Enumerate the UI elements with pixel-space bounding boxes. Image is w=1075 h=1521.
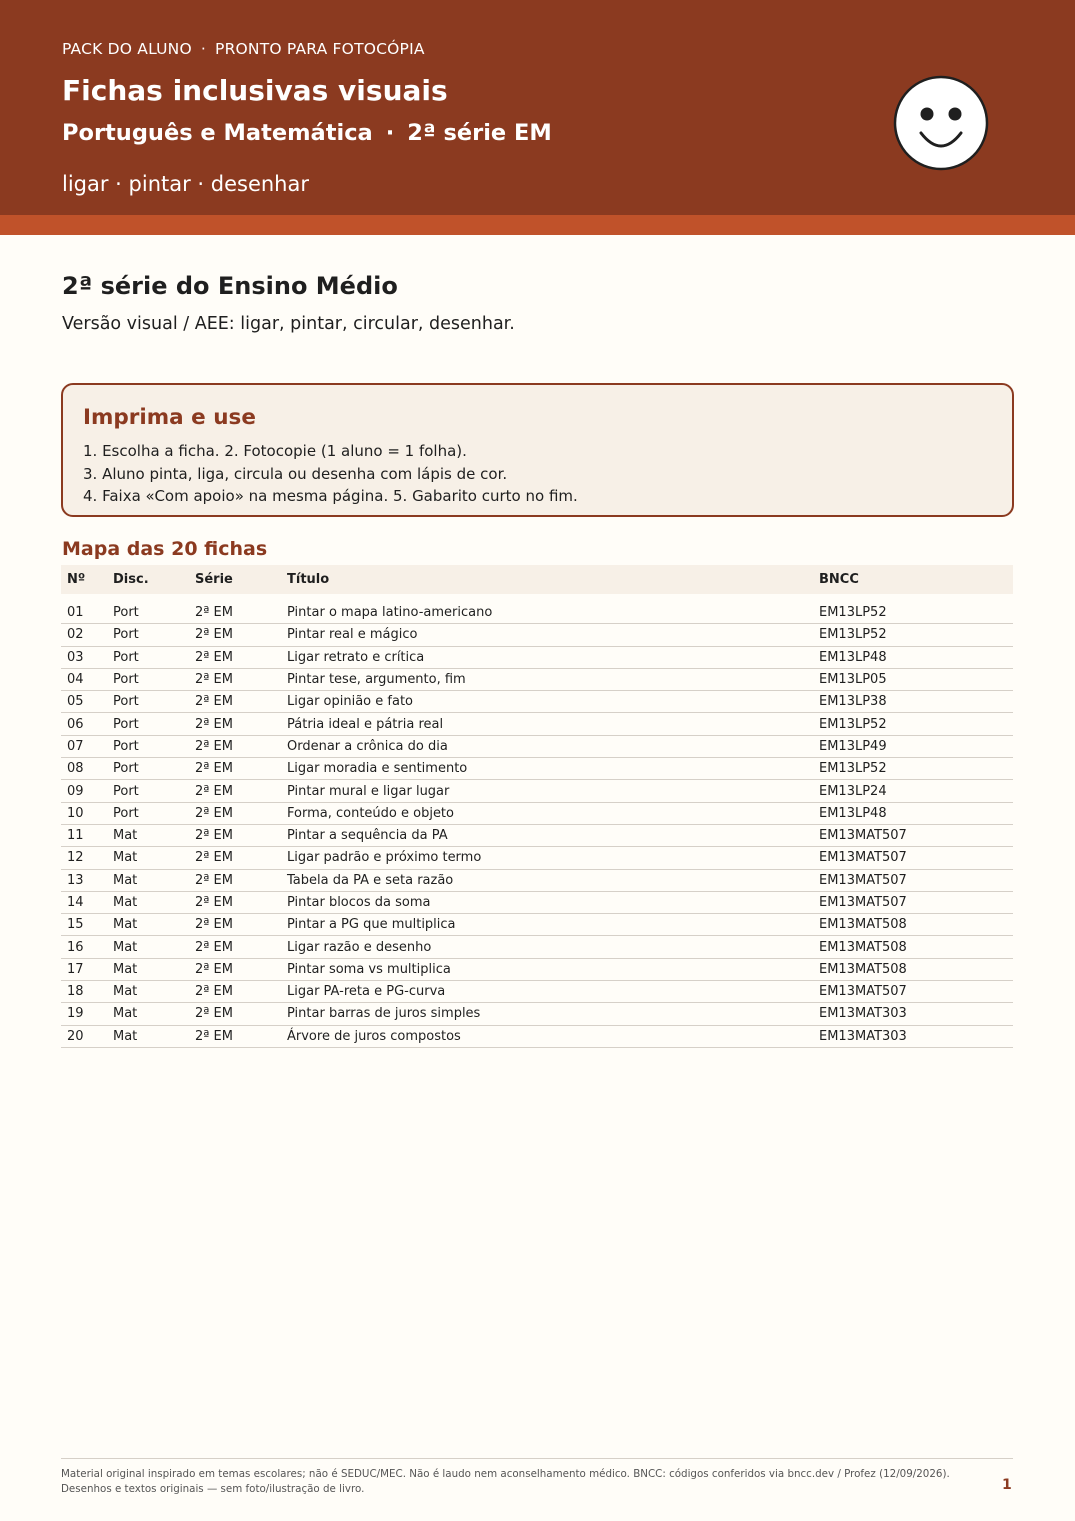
map-title: Mapa das 20 fichas xyxy=(62,538,268,560)
cell-grade: 2ª EM xyxy=(189,780,281,802)
footer-disclaimer xyxy=(61,1467,950,1497)
cell-bncc: EM13MAT303 xyxy=(813,1025,1013,1047)
table-row xyxy=(61,735,1013,757)
kicker-left: PACK DO ALUNO xyxy=(62,40,192,58)
column-header-grade: Série xyxy=(189,565,281,594)
cell-grade: 2ª EM xyxy=(189,646,281,668)
cell-grade: 2ª EM xyxy=(189,914,281,936)
kicker-separator: · xyxy=(200,40,207,58)
cell-number: 18 xyxy=(61,981,107,1003)
cell-number: 16 xyxy=(61,936,107,958)
table-row xyxy=(61,824,1013,846)
cell-discipline: Mat xyxy=(107,1025,189,1047)
cell-bncc: EM13MAT303 xyxy=(813,1003,1013,1025)
column-header-number: Nº xyxy=(61,565,107,594)
cell-number: 15 xyxy=(61,914,107,936)
cell-number: 05 xyxy=(61,691,107,713)
cell-title: Pátria ideal e pátria real xyxy=(281,713,813,735)
table-row xyxy=(61,802,1013,824)
cell-discipline: Port xyxy=(107,713,189,735)
cell-bncc: EM13LP05 xyxy=(813,668,1013,690)
cell-bncc: EM13MAT507 xyxy=(813,869,1013,891)
section-title: 2ª série do Ensino Médio xyxy=(62,272,398,300)
cell-bncc: EM13LP52 xyxy=(813,624,1013,646)
cell-title: Ligar razão e desenho xyxy=(281,936,813,958)
cell-grade: 2ª EM xyxy=(189,802,281,824)
cell-title: Pintar a sequência da PA xyxy=(281,824,813,846)
cell-number: 19 xyxy=(61,1003,107,1025)
cell-number: 04 xyxy=(61,668,107,690)
column-header-title: Título xyxy=(281,565,813,594)
cell-grade: 2ª EM xyxy=(189,1003,281,1025)
cell-bncc: EM13LP38 xyxy=(813,691,1013,713)
cell-bncc: EM13LP52 xyxy=(813,758,1013,780)
cell-discipline: Mat xyxy=(107,914,189,936)
cell-discipline: Mat xyxy=(107,936,189,958)
cell-bncc: EM13LP48 xyxy=(813,646,1013,668)
cell-number: 06 xyxy=(61,713,107,735)
cell-grade: 2ª EM xyxy=(189,869,281,891)
cell-title: Pintar mural e ligar lugar xyxy=(281,780,813,802)
instruction-line: 3. Aluno pinta, liga, circula ou desenha com lápis de cor. xyxy=(83,464,508,483)
cell-title: Ligar moradia e sentimento xyxy=(281,758,813,780)
table-row xyxy=(61,691,1013,713)
cell-grade: 2ª EM xyxy=(189,981,281,1003)
cell-discipline: Port xyxy=(107,758,189,780)
smiley-face-icon xyxy=(893,75,989,171)
cell-grade: 2ª EM xyxy=(189,891,281,913)
table-row xyxy=(61,602,1013,624)
table-row xyxy=(61,958,1013,980)
cell-grade: 2ª EM xyxy=(189,691,281,713)
header-accent-strip xyxy=(0,215,1075,235)
cell-bncc: EM13LP52 xyxy=(813,713,1013,735)
kicker-right: PRONTO PARA FOTOCÓPIA xyxy=(215,40,425,58)
table-row xyxy=(61,936,1013,958)
cell-number: 13 xyxy=(61,869,107,891)
cell-grade: 2ª EM xyxy=(189,847,281,869)
spacer-cell xyxy=(61,594,1013,602)
cell-discipline: Port xyxy=(107,624,189,646)
column-header-discipline: Disc. xyxy=(107,565,189,594)
cell-title: Pintar barras de juros simples xyxy=(281,1003,813,1025)
cell-number: 01 xyxy=(61,602,107,624)
subtitle-separator: · xyxy=(385,120,395,146)
cell-discipline: Port xyxy=(107,780,189,802)
table-row xyxy=(61,646,1013,668)
table-row xyxy=(61,981,1013,1003)
cell-number: 14 xyxy=(61,891,107,913)
cell-grade: 2ª EM xyxy=(189,735,281,757)
cell-number: 12 xyxy=(61,847,107,869)
cell-bncc: EM13MAT507 xyxy=(813,981,1013,1003)
cell-discipline: Mat xyxy=(107,869,189,891)
table-spacer xyxy=(61,594,1013,602)
header-kicker xyxy=(62,40,425,58)
table-row xyxy=(61,847,1013,869)
cell-discipline: Mat xyxy=(107,958,189,980)
table-row xyxy=(61,780,1013,802)
cell-discipline: Mat xyxy=(107,824,189,846)
subtitle-grade: 2ª série EM xyxy=(407,120,552,146)
cell-grade: 2ª EM xyxy=(189,668,281,690)
cell-title: Pintar tese, argumento, fim xyxy=(281,668,813,690)
table-row xyxy=(61,624,1013,646)
table-row xyxy=(61,914,1013,936)
table-header-row xyxy=(61,565,1013,594)
cell-number: 20 xyxy=(61,1025,107,1047)
cell-title: Pintar soma vs multiplica xyxy=(281,958,813,980)
cell-number: 17 xyxy=(61,958,107,980)
cell-title: Forma, conteúdo e objeto xyxy=(281,802,813,824)
instruction-line: 4. Faixa «Com apoio» na mesma página. 5. Gabarito curto no fim. xyxy=(83,487,578,505)
footer-line-1: Material original inspirado em temas escolares; não é SEDUC/MEC. Não é laudo nem aconselhamento médico. BNCC: códigos conferidos via bncc.dev / Profez (12/09/2026). xyxy=(61,1468,950,1480)
cell-title: Ordenar a crônica do dia xyxy=(281,735,813,757)
cell-grade: 2ª EM xyxy=(189,1025,281,1047)
instructions-box xyxy=(61,383,1014,517)
cell-discipline: Port xyxy=(107,668,189,690)
page-subtitle xyxy=(62,120,552,146)
cell-number: 11 xyxy=(61,824,107,846)
cell-bncc: EM13MAT508 xyxy=(813,914,1013,936)
table-row xyxy=(61,869,1013,891)
footer-divider xyxy=(61,1458,1013,1459)
cell-bncc: EM13MAT507 xyxy=(813,824,1013,846)
cell-discipline: Port xyxy=(107,802,189,824)
table-row xyxy=(61,891,1013,913)
header-tagline: ligar · pintar · desenhar xyxy=(62,172,309,196)
cell-grade: 2ª EM xyxy=(189,824,281,846)
cell-title: Ligar retrato e crítica xyxy=(281,646,813,668)
cell-grade: 2ª EM xyxy=(189,624,281,646)
table-body xyxy=(61,594,1013,1047)
cell-number: 03 xyxy=(61,646,107,668)
instructions-list xyxy=(83,440,578,508)
cell-number: 02 xyxy=(61,624,107,646)
cell-number: 08 xyxy=(61,758,107,780)
cell-number: 10 xyxy=(61,802,107,824)
cell-discipline: Port xyxy=(107,646,189,668)
cell-grade: 2ª EM xyxy=(189,936,281,958)
table-row xyxy=(61,758,1013,780)
cell-bncc: EM13MAT507 xyxy=(813,847,1013,869)
cell-discipline: Port xyxy=(107,691,189,713)
cell-discipline: Mat xyxy=(107,891,189,913)
table-row xyxy=(61,668,1013,690)
table-row xyxy=(61,1025,1013,1047)
cell-discipline: Mat xyxy=(107,1003,189,1025)
cell-title: Ligar opinião e fato xyxy=(281,691,813,713)
cell-bncc: EM13LP52 xyxy=(813,602,1013,624)
cell-title: Pintar a PG que multiplica xyxy=(281,914,813,936)
cell-number: 09 xyxy=(61,780,107,802)
cell-title: Pintar real e mágico xyxy=(281,624,813,646)
cell-bncc: EM13LP24 xyxy=(813,780,1013,802)
footer-line-2: Desenhos e textos originais — sem foto/ilustração de livro. xyxy=(61,1483,365,1495)
instructions-title: Imprima e use xyxy=(83,405,256,430)
worksheet-map-table xyxy=(61,565,1013,1048)
page-number: 1 xyxy=(1002,1477,1012,1493)
cell-bncc: EM13LP49 xyxy=(813,735,1013,757)
table-row xyxy=(61,1003,1013,1025)
cell-discipline: Mat xyxy=(107,847,189,869)
cell-bncc: EM13MAT508 xyxy=(813,958,1013,980)
cell-bncc: EM13LP48 xyxy=(813,802,1013,824)
header-banner xyxy=(0,0,1075,215)
cell-discipline: Port xyxy=(107,735,189,757)
cell-number: 07 xyxy=(61,735,107,757)
cell-title: Ligar PA-reta e PG-curva xyxy=(281,981,813,1003)
cell-discipline: Mat xyxy=(107,981,189,1003)
section-subtitle: Versão visual / AEE: ligar, pintar, circular, desenhar. xyxy=(62,314,515,334)
cell-grade: 2ª EM xyxy=(189,758,281,780)
cell-title: Árvore de juros compostos xyxy=(281,1025,813,1047)
cell-title: Pintar o mapa latino-americano xyxy=(281,602,813,624)
cell-bncc: EM13MAT508 xyxy=(813,936,1013,958)
cell-bncc: EM13MAT507 xyxy=(813,891,1013,913)
cell-grade: 2ª EM xyxy=(189,602,281,624)
subtitle-subjects: Português e Matemática xyxy=(62,120,373,146)
cell-title: Tabela da PA e seta razão xyxy=(281,869,813,891)
cell-discipline: Port xyxy=(107,602,189,624)
cell-title: Ligar padrão e próximo termo xyxy=(281,847,813,869)
cell-title: Pintar blocos da soma xyxy=(281,891,813,913)
cell-grade: 2ª EM xyxy=(189,958,281,980)
table-row xyxy=(61,713,1013,735)
page-title: Fichas inclusivas visuais xyxy=(62,74,448,107)
cell-grade: 2ª EM xyxy=(189,713,281,735)
column-header-bncc: BNCC xyxy=(813,565,1013,594)
instruction-line: 1. Escolha a ficha. 2. Fotocopie (1 aluno = 1 folha). xyxy=(83,442,467,460)
